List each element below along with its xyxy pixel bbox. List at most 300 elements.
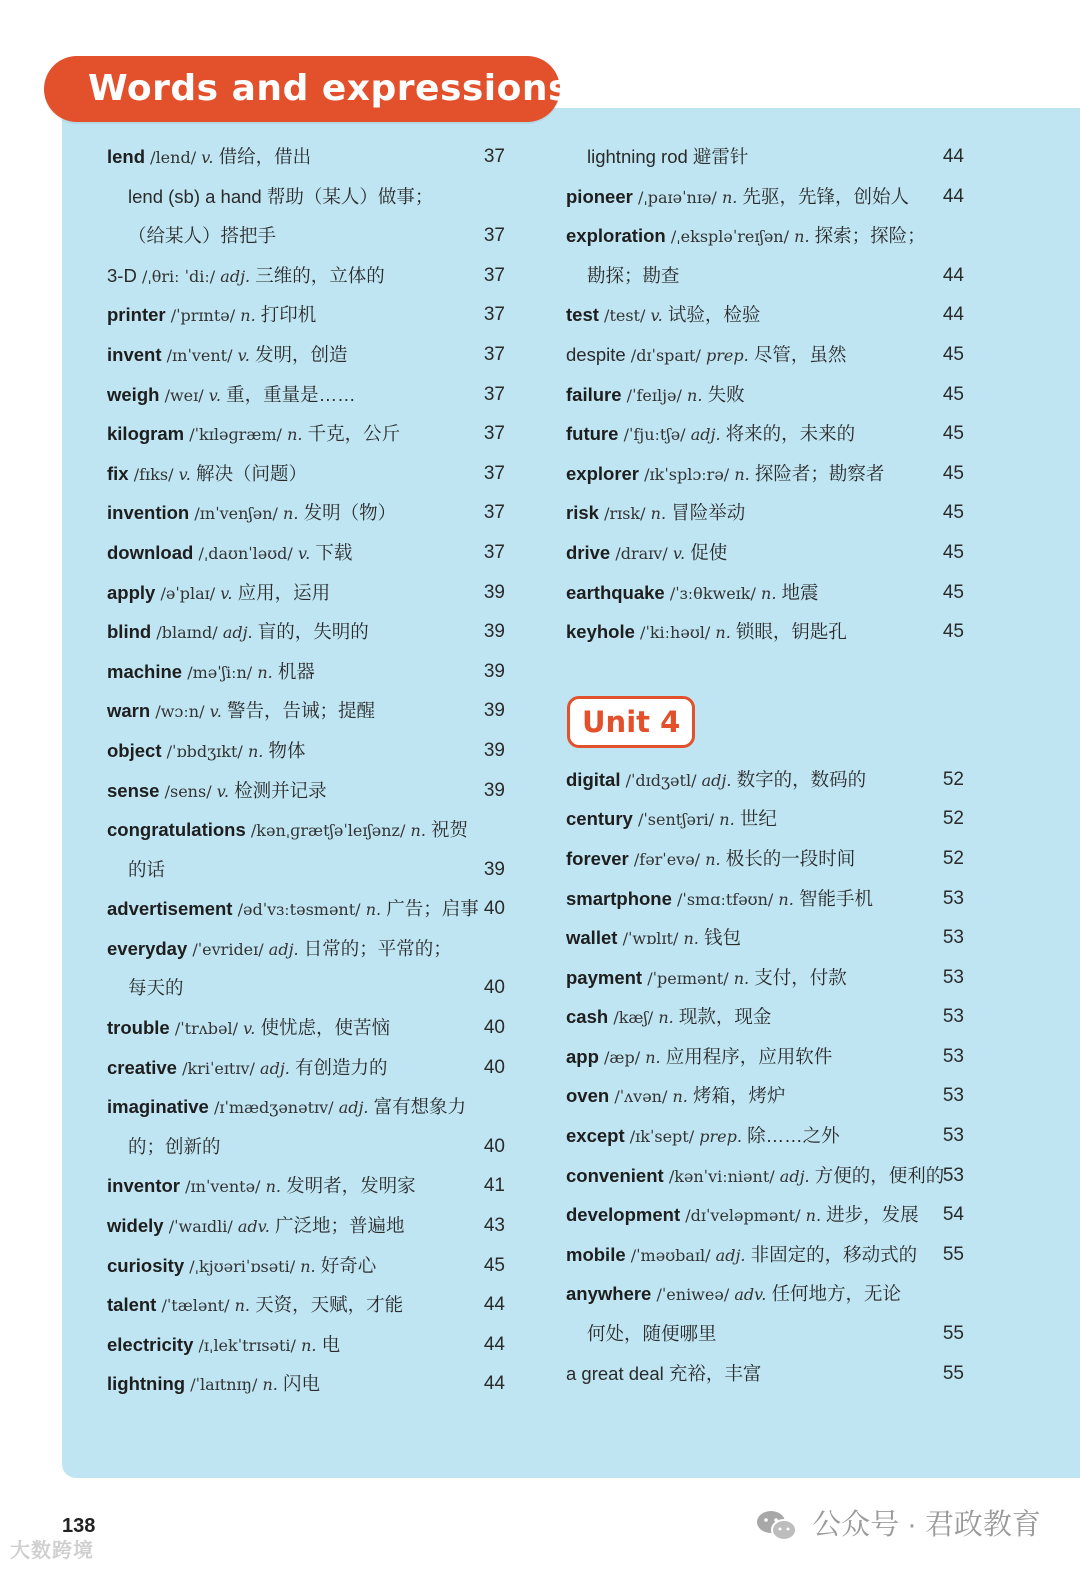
page-ref: 45 (942, 581, 964, 603)
meaning: 富有想象力 (373, 1096, 467, 1118)
wechat-icon (756, 1509, 798, 1543)
continuation-text: 何处，随便哪里 (587, 1323, 717, 1345)
meaning: 钱包 (704, 927, 742, 949)
headword: invention (107, 502, 190, 524)
headword: download (107, 541, 194, 563)
meaning: 祝贺 (431, 819, 469, 841)
page-ref: 44 (483, 1373, 505, 1395)
page-ref: 37 (483, 146, 505, 167)
part-of-speech: n. (721, 187, 738, 207)
meaning: 天资，天赋，才能 (255, 1294, 404, 1316)
page-ref: 39 (483, 660, 505, 682)
right-word-column (566, 137, 964, 1393)
entry-continuation (107, 1127, 505, 1167)
vocab-entry (566, 335, 964, 375)
page-ref: 39 (483, 739, 505, 761)
phonetic: /məˈʃiːn/ (187, 662, 253, 682)
phonetic: /blaɪnd/ (156, 623, 218, 643)
watermark-right (756, 1505, 1041, 1545)
page-ref: 55 (942, 1362, 964, 1384)
part-of-speech: n. (687, 385, 703, 405)
phonetic: /kənˈviːniənt/ (668, 1166, 775, 1186)
vocab-entry (107, 731, 505, 771)
entry-continuation (566, 1314, 964, 1354)
phonetic: /ˈɒbdʒɪkt/ (166, 741, 243, 761)
meaning: 进步，发展 (826, 1204, 919, 1226)
vocab-entry (107, 810, 505, 850)
meaning: 地震 (781, 581, 819, 603)
headword: creative (107, 1056, 177, 1078)
meaning: 极长的一段时间 (725, 847, 856, 869)
part-of-speech: prep. (706, 345, 749, 365)
page-ref: 53 (942, 1085, 964, 1107)
watermark-left: 大数跨境 (10, 1540, 94, 1562)
part-of-speech: v. (243, 1019, 256, 1039)
vocab-entry (107, 1325, 505, 1365)
headword: earthquake (566, 581, 665, 603)
part-of-speech: prep. (699, 1127, 742, 1147)
page-ref: 40 (483, 1017, 505, 1039)
page-ref: 53 (942, 887, 964, 909)
page-ref: 45 (942, 343, 964, 365)
phonetic: /rɪsk/ (604, 504, 646, 524)
phonetic: /ɪkˈsept/ (629, 1127, 695, 1147)
part-of-speech: adj. (701, 770, 732, 790)
vocab-entry (107, 771, 505, 811)
vocab-entry (566, 454, 964, 494)
part-of-speech: n. (262, 1375, 278, 1395)
vocab-entry (107, 375, 505, 415)
headword: advertisement (107, 898, 233, 920)
headword: curiosity (107, 1254, 185, 1276)
part-of-speech: n. (658, 1008, 674, 1028)
vocab-entry (566, 493, 964, 533)
phonetic: /ˈeniweə/ (656, 1285, 730, 1305)
phonetic: /ˈtrʌbəl/ (174, 1019, 238, 1039)
headword: test (566, 304, 599, 326)
vocab-entry (107, 256, 505, 296)
part-of-speech: n. (410, 821, 426, 841)
phonetic: /ˈʌvən/ (614, 1087, 668, 1107)
meaning: 冒险举动 (671, 502, 746, 524)
continuation-text: lightning rod 避雷针 (587, 146, 749, 167)
page-ref: 40 (483, 1135, 505, 1157)
vocab-entry (566, 760, 964, 800)
page-title: Words and expressions (88, 68, 570, 109)
headword: app (566, 1045, 599, 1067)
part-of-speech: n. (715, 623, 731, 643)
meaning: 日常的；平常的； (303, 937, 452, 959)
headword: development (566, 1204, 681, 1226)
entry-continuation (107, 177, 505, 217)
vocab-entry (107, 1008, 505, 1048)
page-ref: 37 (483, 304, 505, 326)
meaning: 千克，公斤 (307, 423, 401, 445)
unit4-list (566, 760, 964, 1394)
phonetic: /ɪkˈsplɔːrə/ (644, 464, 730, 484)
vocab-entry (566, 414, 964, 454)
continuation-text: 的；创新的 (128, 1135, 221, 1157)
meaning: 盲的，失明的 (257, 621, 369, 643)
page-ref: 44 (483, 1333, 505, 1355)
phonetic: /ɪnˈvenʃən/ (194, 504, 278, 524)
entry-continuation (107, 850, 505, 890)
continuation-text: 每天的 (128, 977, 184, 999)
headword: fix (107, 462, 129, 484)
headword: talent (107, 1294, 157, 1316)
continuation-text: （给某人）搭把手 (128, 225, 277, 247)
meaning: 探索；探险； (814, 225, 926, 247)
continuation-text: lend (sb) a hand 帮助（某人）做事； (128, 185, 434, 207)
part-of-speech: v. (297, 543, 311, 563)
part-of-speech: adj. (715, 1245, 746, 1265)
phonetic: /kæʃ/ (613, 1008, 654, 1028)
headword: lend (107, 146, 146, 167)
page-ref: 44 (942, 304, 964, 326)
meaning: 闪电 (283, 1373, 321, 1395)
headword: widely (107, 1215, 164, 1237)
part-of-speech: n. (247, 741, 264, 761)
part-of-speech: n. (733, 968, 750, 988)
headword: anywhere (566, 1283, 652, 1305)
watermark-right-text: 公众号 · 君政教育 (812, 1509, 1041, 1541)
vocab-entry (566, 216, 964, 256)
headword: warn (107, 700, 151, 722)
page-ref: 52 (942, 768, 964, 790)
vocab-entry (566, 177, 964, 217)
headword: lightning (107, 1373, 186, 1395)
phonetic: /ˈfjuːtʃə/ (623, 425, 686, 445)
headword: invent (107, 343, 162, 365)
meaning: 世纪 (739, 808, 777, 830)
vocab-entry (566, 1354, 964, 1394)
page-ref: 44 (483, 1294, 505, 1316)
headword: digital (566, 768, 621, 790)
page-ref: 45 (942, 383, 964, 405)
vocab-entry (107, 889, 505, 929)
part-of-speech: n. (650, 504, 667, 524)
meaning: 借给，借出 (218, 146, 312, 167)
phonetic: /ˈfeɪljə/ (626, 385, 682, 405)
meaning: 广泛地；普遍地 (275, 1215, 405, 1237)
part-of-speech: n. (794, 227, 810, 247)
meaning: 使忧虑，使苦恼 (260, 1017, 390, 1039)
part-of-speech: v. (209, 702, 222, 722)
page-ref: 45 (942, 462, 964, 484)
page-ref: 53 (942, 966, 964, 988)
phonetic: /ˌpaɪəˈnɪə/ (637, 187, 717, 207)
headword: convenient (566, 1164, 664, 1186)
part-of-speech: adj. (338, 1098, 369, 1118)
phonetic: /ˈməʊbaɪl/ (630, 1245, 711, 1265)
vocab-entry (566, 612, 964, 652)
headword: except (566, 1125, 625, 1147)
vocab-entry (566, 573, 964, 613)
headword: sense (107, 779, 160, 801)
part-of-speech: n. (672, 1087, 688, 1107)
meaning: 智能手机 (798, 887, 873, 909)
page-ref: 45 (942, 423, 964, 445)
part-of-speech: n. (805, 1206, 822, 1226)
headword: forever (566, 847, 629, 869)
vocab-entry (107, 533, 505, 573)
phonetic: /ˌθriː ˈdiː/ (141, 266, 216, 286)
part-of-speech: adj. (690, 425, 721, 445)
headword: exploration (566, 225, 666, 247)
vocab-entry (566, 918, 964, 958)
vocab-entry (566, 799, 964, 839)
vocab-entry (107, 652, 505, 692)
meaning: 数字的，数码的 (736, 768, 867, 790)
phonetic: /ˈsmɑːtfəʊn/ (677, 889, 774, 909)
vocab-entry (566, 1156, 964, 1196)
part-of-speech: adj. (260, 1058, 290, 1078)
headword: despite (566, 343, 626, 365)
part-of-speech: n. (234, 1296, 250, 1316)
headword: pioneer (566, 185, 633, 207)
page-ref: 53 (942, 1045, 964, 1067)
page-number: 138 (62, 1515, 96, 1537)
headword: a great deal (566, 1362, 664, 1384)
vocab-entry (566, 295, 964, 335)
phonetic: /kənˌɡrætʃəˈleɪʃənz/ (250, 821, 406, 841)
entry-continuation (566, 256, 964, 296)
part-of-speech: n. (265, 1177, 281, 1197)
entry-continuation (107, 968, 505, 1008)
part-of-speech: n. (734, 464, 750, 484)
vocab-entry (566, 1235, 964, 1275)
part-of-speech: n. (301, 1335, 317, 1355)
vocab-entry (566, 1274, 964, 1314)
page-ref: 44 (942, 146, 964, 167)
meaning: 发明者，发明家 (286, 1175, 416, 1197)
vocab-entry (107, 929, 505, 969)
meaning: 有创造力的 (295, 1056, 388, 1078)
page-ref: 41 (483, 1175, 505, 1197)
part-of-speech: n. (300, 1256, 316, 1276)
page-ref: 39 (483, 858, 505, 880)
page-ref: 37 (483, 225, 505, 247)
vocab-entry (566, 1116, 964, 1156)
meaning: 发明（物） (303, 502, 397, 524)
headword: blind (107, 621, 152, 643)
meaning: 应用程序，应用软件 (665, 1045, 833, 1067)
headword: inventor (107, 1175, 180, 1197)
unit4-badge: Unit 4 (567, 696, 695, 748)
headword: apply (107, 581, 156, 603)
entry-continuation (566, 137, 964, 177)
phonetic: /ˈwaɪdli/ (168, 1217, 233, 1237)
meaning: 方便的，便利的 (814, 1164, 945, 1186)
page-ref: 40 (483, 1056, 505, 1078)
page-ref: 37 (483, 264, 505, 286)
meaning: 先驱，先锋，创始人 (742, 185, 909, 207)
phonetic: /ədˈvɜːtəsmənt/ (237, 900, 361, 920)
headword: failure (566, 383, 622, 405)
part-of-speech: adj. (222, 623, 253, 643)
meaning: 促使 (690, 541, 728, 563)
part-of-speech: n. (683, 929, 699, 949)
page-ref: 39 (483, 581, 505, 603)
part-of-speech: v. (672, 543, 686, 563)
vocab-entry (107, 1364, 505, 1404)
page-ref: 53 (942, 927, 964, 949)
phonetic: /lend/ (150, 148, 197, 167)
part-of-speech: n. (705, 849, 721, 869)
phonetic: /fɪks/ (133, 464, 174, 484)
phonetic: /test/ (604, 306, 646, 326)
meaning: 打印机 (260, 304, 317, 326)
vocab-entry (566, 1076, 964, 1116)
meaning: 警告，告诫；提醒 (226, 700, 375, 722)
part-of-speech: v. (650, 306, 663, 326)
phonetic: /ˈkiːhəʊl/ (640, 623, 711, 643)
part-of-speech: v. (216, 781, 229, 801)
meaning: 失败 (707, 383, 745, 405)
left-word-column (107, 137, 505, 1404)
meaning: 解决（问题） (195, 462, 307, 484)
page-ref: 44 (942, 264, 964, 286)
meaning: 发明，创造 (254, 343, 348, 365)
phonetic: /kriˈeɪtɪv/ (182, 1058, 255, 1078)
page-ref: 37 (483, 502, 505, 524)
part-of-speech: n. (240, 306, 256, 326)
headword: explorer (566, 462, 640, 484)
page-ref: 45 (942, 621, 964, 643)
headword: risk (566, 502, 599, 524)
headword: imaginative (107, 1096, 209, 1118)
page-ref: 37 (483, 462, 505, 484)
vocab-entry (566, 1037, 964, 1077)
phonetic: /ˌekspləˈreɪʃən/ (670, 227, 789, 247)
headword: 3-D (107, 264, 137, 286)
vocab-entry (566, 1195, 964, 1235)
headword: everyday (107, 937, 188, 959)
part-of-speech: n. (365, 900, 382, 920)
phonetic: /ˈsentʃəri/ (637, 810, 715, 830)
headword: congratulations (107, 819, 246, 841)
meaning: 现款，现金 (678, 1006, 772, 1028)
vocab-entry (566, 958, 964, 998)
phonetic: /ˌkjʊəriˈɒsəti/ (189, 1256, 296, 1276)
part-of-speech: n. (287, 425, 303, 445)
entry-continuation (107, 216, 505, 256)
meaning: 应用，运用 (237, 581, 331, 603)
meaning: 非固定的，移动式的 (750, 1243, 918, 1265)
vocab-entry (107, 295, 505, 335)
vocab-entry (107, 454, 505, 494)
phonetic: /ɪnˈventə/ (185, 1177, 261, 1197)
meaning: 除……之外 (747, 1125, 840, 1147)
meaning: 电 (321, 1333, 341, 1355)
meaning: 将来的，未来的 (725, 423, 856, 445)
phonetic: /əˈplaɪ/ (160, 583, 216, 603)
phonetic: /ˈɜːθkweɪk/ (669, 583, 756, 603)
vocab-entry (566, 839, 964, 879)
part-of-speech: n. (778, 889, 794, 909)
phonetic: /ˈwɒlɪt/ (622, 929, 679, 949)
part-of-speech: adv. (734, 1285, 767, 1305)
part-of-speech: v. (220, 583, 233, 603)
meaning: 三维的，立体的 (255, 264, 385, 286)
part-of-speech: v. (208, 385, 221, 405)
phonetic: /ˈevrideɪ/ (192, 939, 264, 959)
meaning: 尽管，虽然 (753, 343, 847, 365)
page-ref: 55 (942, 1323, 964, 1345)
part-of-speech: adv. (237, 1217, 270, 1237)
vocab-entry (107, 1048, 505, 1088)
meaning: 好奇心 (320, 1254, 377, 1276)
phonetic: /ɪnˈvent/ (166, 345, 233, 365)
headword: future (566, 423, 619, 445)
meaning: 重，重量是…… (226, 383, 356, 405)
part-of-speech: adj. (220, 266, 251, 286)
headword: machine (107, 660, 183, 682)
headword: century (566, 808, 633, 830)
meaning: 物体 (268, 739, 306, 761)
part-of-speech: adj. (779, 1166, 810, 1186)
part-of-speech: v. (237, 345, 250, 365)
headword: payment (566, 966, 643, 988)
page-ref: 44 (942, 185, 964, 207)
vocab-entry (107, 414, 505, 454)
meaning: 锁眼，钥匙孔 (735, 621, 847, 643)
phonetic: /sens/ (164, 781, 212, 801)
headword: cash (566, 1006, 609, 1028)
meaning: 广告；启事 (386, 898, 479, 920)
phonetic: /weɪ/ (164, 385, 204, 405)
vocab-entry (107, 137, 505, 177)
meaning: 支付，付款 (754, 966, 847, 988)
meaning: 试验，检验 (667, 304, 761, 326)
page-ref: 39 (483, 700, 505, 722)
meaning: 烤箱，烤炉 (693, 1085, 786, 1107)
page-ref: 39 (483, 621, 505, 643)
phonetic: /ɪˈmædʒənətɪv/ (213, 1098, 334, 1118)
continuation-text: 勘探；勘查 (587, 264, 680, 286)
headword: object (107, 739, 162, 761)
meaning: 充裕，丰富 (668, 1362, 762, 1384)
meaning: 探险者；勘察者 (754, 462, 885, 484)
vocab-entry (107, 335, 505, 375)
phonetic: /dɪˈspaɪt/ (630, 345, 701, 365)
headword: electricity (107, 1333, 194, 1355)
part-of-speech: v. (178, 464, 191, 484)
part-of-speech: adj. (268, 939, 299, 959)
headword: smartphone (566, 887, 672, 909)
part-of-speech: n. (719, 810, 735, 830)
meaning: 机器 (277, 660, 315, 682)
vocab-entry (107, 1206, 505, 1246)
headword: oven (566, 1085, 610, 1107)
vocab-entry (566, 375, 964, 415)
meaning: 检测并记录 (234, 779, 327, 801)
page-ref: 37 (483, 541, 505, 563)
page-ref: 45 (942, 541, 964, 563)
vocab-entry (107, 612, 505, 652)
headword: trouble (107, 1017, 170, 1039)
page-ref: 39 (483, 779, 505, 801)
headword: kilogram (107, 423, 185, 445)
phonetic: /ˈlaɪtnɪŋ/ (190, 1375, 258, 1395)
vocab-entry (107, 1285, 505, 1325)
vocab-entry (107, 573, 505, 613)
page-ref: 53 (942, 1164, 964, 1186)
vocab-entry (107, 1166, 505, 1206)
page-ref: 37 (483, 383, 505, 405)
phonetic: /æp/ (604, 1047, 641, 1067)
vocab-entry (107, 1087, 505, 1127)
